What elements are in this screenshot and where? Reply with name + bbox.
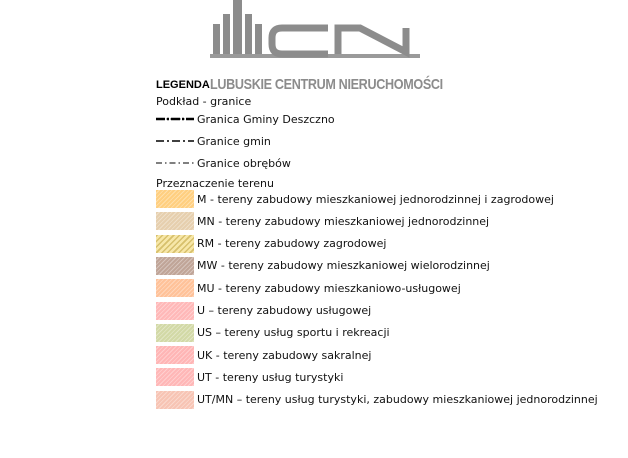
legend-item-zone	[156, 190, 554, 208]
legend-item-label: Granica Gminy Deszczno	[197, 112, 335, 126]
logo-bar	[233, 0, 242, 54]
legend-item-label: M - tereny zabudowy mieszkaniowej jednorodzinnej i zagrodowej	[197, 192, 554, 206]
legend-item-label: MW - tereny zabudowy mieszkaniowej wielorodzinnej	[197, 259, 490, 273]
legend-item-label: MU - tereny zabudowy mieszkaniowo-usługowej	[197, 281, 461, 295]
legend-item-label: UK - tereny zabudowy sakralnej	[197, 348, 372, 362]
line-symbol-dash-dot	[156, 136, 194, 146]
legend-item-label: Granice obrębów	[197, 156, 291, 170]
zone-color-swatch	[156, 212, 194, 230]
legend-item-label: MN - tereny zabudowy mieszkaniowej jednorodzinnej	[197, 214, 490, 228]
logo-bar	[223, 14, 230, 54]
zone-color-swatch	[156, 368, 194, 386]
legend-item-label: RM - tereny zabudowy zagrodowej	[197, 237, 387, 251]
company-logo	[210, 0, 420, 66]
zone-color-swatch	[156, 257, 194, 275]
legend-item-precinct-boundaries	[156, 155, 291, 171]
legend-item-zone	[156, 279, 527, 297]
zone-color-swatch	[156, 190, 194, 208]
line-symbol-bold-dash-dot	[156, 114, 194, 124]
legend-item-label: Granice gmin	[197, 134, 271, 148]
logo-letter-c	[272, 28, 328, 54]
legend-item-zone	[156, 257, 527, 275]
legend-item-zone	[156, 212, 527, 230]
zoning-section-title: Przeznaczenie terenu	[156, 177, 274, 190]
legend-item-zone	[156, 391, 598, 409]
logo-caption: LUBUSKIE CENTRUM NIERUCHOMOŚCI	[210, 76, 443, 93]
legend-item-zone	[156, 324, 527, 342]
legend-title: LEGENDA	[156, 79, 210, 91]
legend-item-zone	[156, 235, 527, 253]
zone-color-swatch	[156, 302, 194, 320]
legend-item-label: UT - tereny usług turystyki	[197, 370, 344, 384]
logo-bar	[245, 14, 252, 54]
legend-item-zone	[156, 368, 527, 386]
logo-bar	[255, 24, 262, 54]
base-section-title: Podkład - granice	[156, 95, 252, 108]
legend-item-municipal-boundaries	[156, 133, 271, 149]
zone-color-swatch	[156, 324, 194, 342]
zone-color-swatch	[156, 391, 194, 409]
zone-color-swatch	[156, 235, 194, 253]
legend-item-municipality-boundary	[156, 111, 335, 127]
legend-item-zone	[156, 346, 527, 364]
logo-letter-n	[338, 28, 406, 54]
legend-item-label: US – tereny usług sportu i rekreacji	[197, 326, 390, 340]
line-symbol-thin-dash-dot	[156, 158, 194, 168]
legend-item-label: UT/MN – tereny usług turystyki, zabudowy mieszkaniowej jednorodzinnej	[197, 393, 598, 407]
legend-item-zone	[156, 302, 527, 320]
zone-color-swatch	[156, 279, 194, 297]
zone-color-swatch	[156, 346, 194, 364]
legend-item-label: U – tereny zabudowy usługowej	[197, 304, 372, 317]
logo-bar	[213, 24, 220, 54]
